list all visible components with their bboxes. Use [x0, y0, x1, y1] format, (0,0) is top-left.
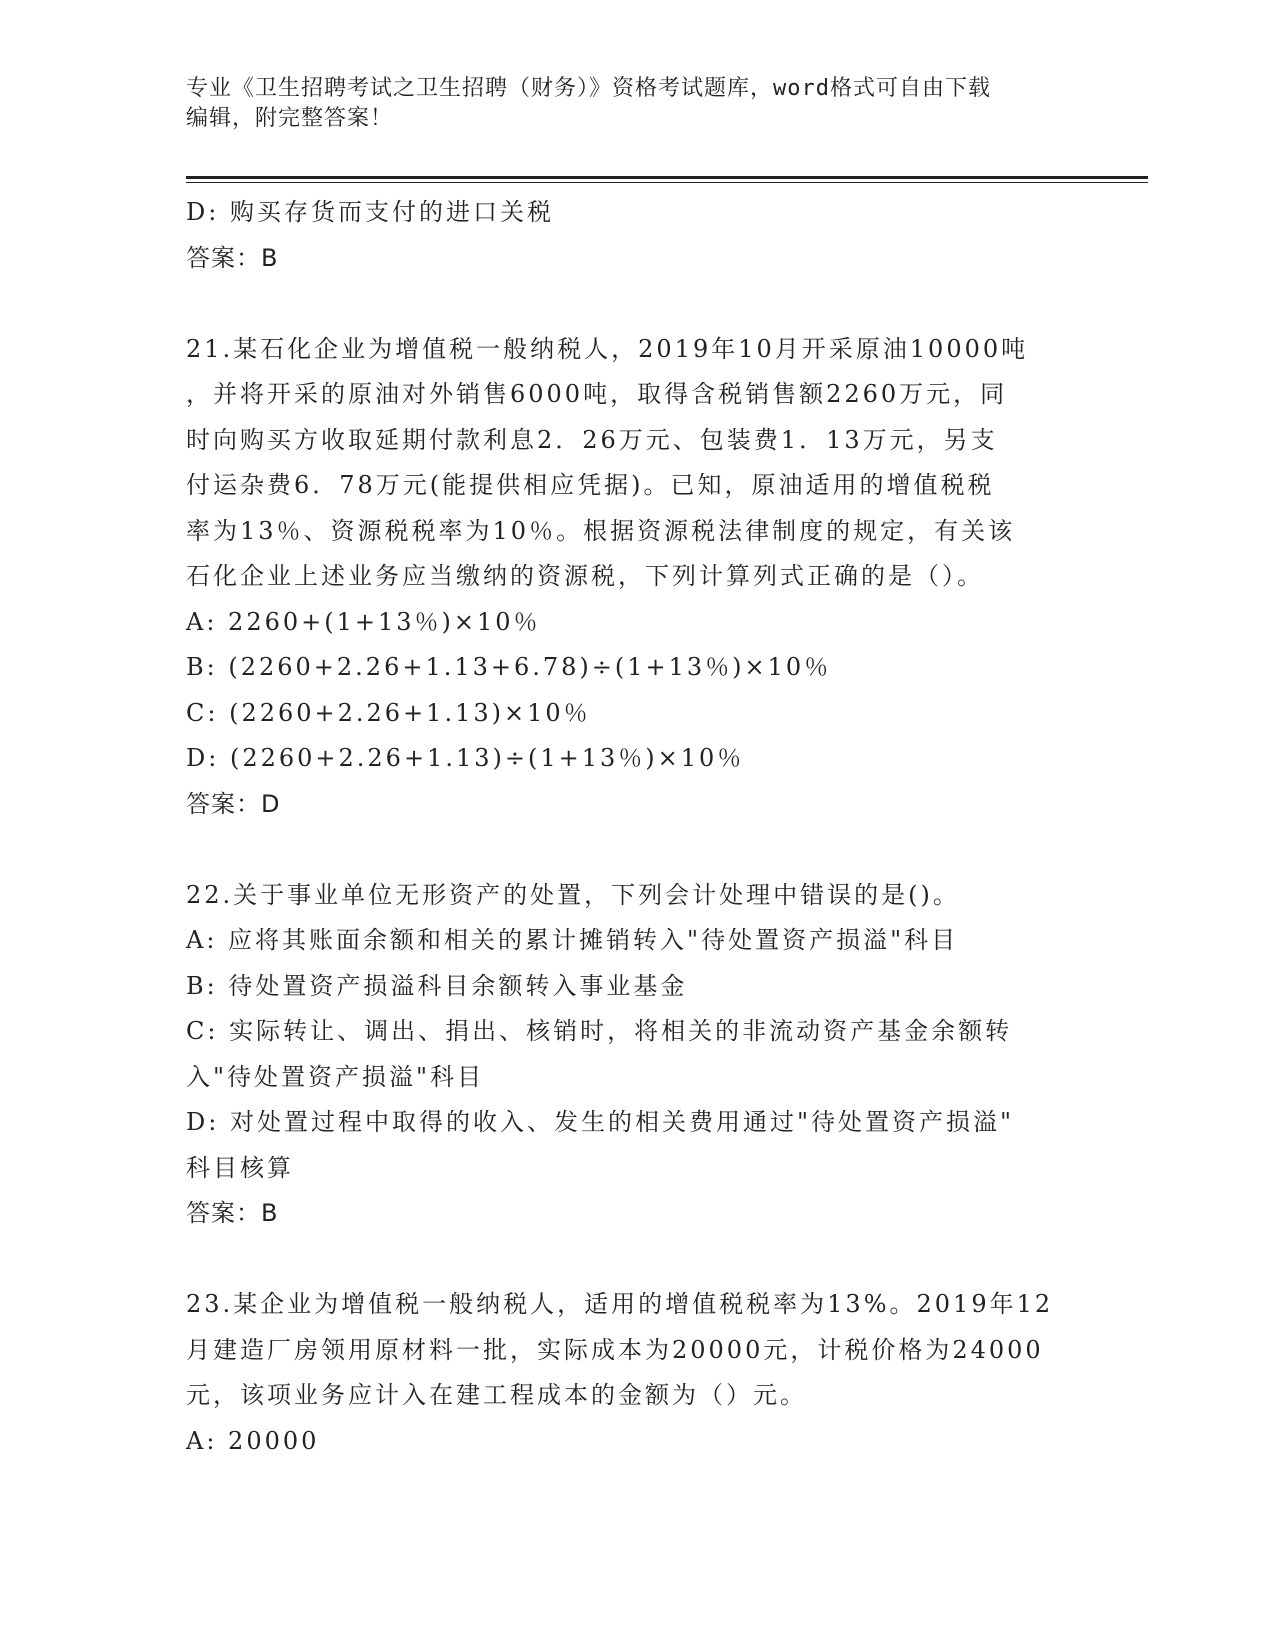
question-22	[186, 873, 1086, 1237]
prev-option-d: D: 购买存货而支付的进口关税	[186, 198, 554, 226]
question-21	[186, 327, 1086, 828]
question-23	[186, 1282, 1086, 1464]
q21-option-c: C: (2260+2.26+1.13)×10％	[186, 698, 591, 727]
q21-stem-line: 付运杂费6．78万元(能提供相应凭据)。已知，原油适用的增值税税	[186, 471, 995, 499]
q21-stem-line: ，并将开采的原油对外销售6000吨，取得含税销售额2260万元，同	[186, 380, 1008, 408]
q21-stem-line: 率为13％、资源税税率为10％。根据资源税法律制度的规定，有关该	[186, 516, 1016, 545]
q21-stem-line: 石化企业上述业务应当缴纳的资源税，下列计算列式正确的是（）。	[186, 562, 984, 590]
q21-option-b: B: (2260+2.26+1.13+6.78)÷(1+13％)×10％	[186, 653, 832, 681]
q22-option-c: C: 实际转让、调出、捐出、核销时，将相关的非流动资产基金余额转	[186, 1017, 1013, 1045]
q21-answer: 答案：D	[186, 789, 281, 818]
q23-stem-line: 月建造厂房领用原材料一批，实际成本为20000元，计税价格为24000	[186, 1335, 1044, 1364]
q21-stem-line: 时向购买方收取延期付款利息2．26万元、包装费1．13万元，另支	[186, 425, 998, 454]
header-line-2: 编辑，附完整答案！	[186, 106, 394, 131]
question-content	[186, 190, 1086, 1464]
header-line-1: 专业《卫生招聘考试之卫生招聘（财务）》资格考试题库，word格式可自由下载	[186, 76, 991, 101]
q22-option-d: D: 对处置过程中取得的收入、发生的相关费用通过"待处置资产损溢"	[186, 1108, 1015, 1136]
prev-answer: 答案：B	[186, 243, 279, 272]
q23-stem-line: 23.某企业为增值税一般纳税人，适用的增值税税率为13%。2019年12	[186, 1290, 1054, 1318]
q21-option-a: A: 2260+(1+13％)×10％	[186, 607, 541, 636]
spacer	[186, 281, 1086, 327]
header-rule-thin	[186, 182, 1148, 183]
q23-stem-line: 元，该项业务应计入在建工程成本的金额为（）元。	[186, 1381, 807, 1409]
page-header	[186, 74, 1086, 134]
q22-option-b: B: 待处置资产损溢科目余额转入事业基金	[186, 971, 688, 1000]
q23-option-a: A: 20000	[186, 1426, 320, 1455]
q21-option-d: D: (2260+2.26+1.13)÷(1+13％)×10％	[186, 744, 745, 772]
q22-answer: 答案：B	[186, 1199, 279, 1227]
q22-option-d-continued: 科目核算	[186, 1153, 294, 1182]
spacer	[186, 1237, 1086, 1283]
q22-option-a: A: 应将其账面余额和相关的累计摊销转入"待处置资产损溢"科目	[186, 926, 959, 954]
q22-option-c-continued: 入"待处置资产损溢"科目	[186, 1062, 485, 1091]
spacer	[186, 827, 1086, 873]
header-rule-thick	[186, 176, 1148, 179]
q22-stem: 22.关于事业单位无形资产的处置，下列会计处理中错误的是()。	[186, 880, 960, 909]
q21-stem-line: 21.某石化企业为增值税一般纳税人，2019年10月开采原油10000吨	[186, 334, 1029, 363]
